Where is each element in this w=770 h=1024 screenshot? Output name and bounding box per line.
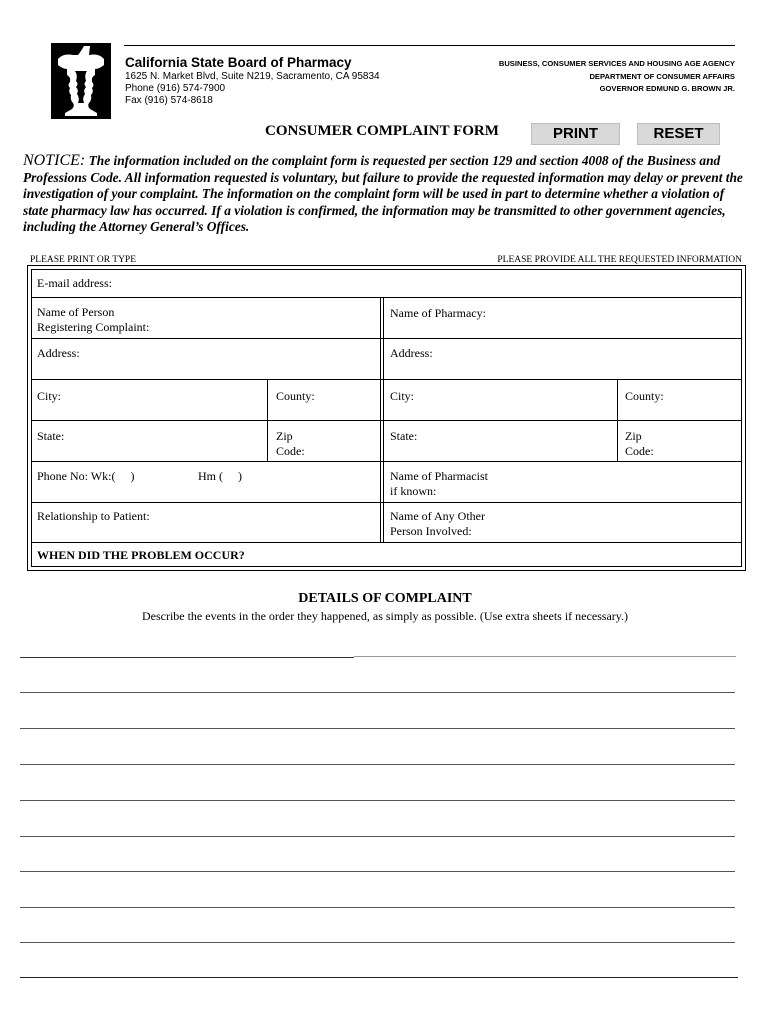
writing-line [20, 657, 354, 658]
writing-line [20, 942, 735, 943]
form-title: CONSUMER COMPLAINT FORM [265, 123, 499, 139]
row-divider [32, 297, 741, 298]
pharmacy-name-field[interactable] [502, 300, 737, 336]
row-divider [32, 338, 741, 339]
pharmacy-county-field[interactable] [672, 382, 737, 418]
reset-button[interactable]: RESET [637, 123, 720, 145]
row-divider [32, 379, 741, 380]
person-city-field[interactable] [72, 382, 262, 418]
person-address-label: Address: [37, 346, 80, 360]
writing-line [20, 764, 735, 765]
person-county-field[interactable] [322, 382, 377, 418]
board-name: California State Board of Pharmacy [125, 55, 352, 70]
other-person-label-2: Person Involved: [390, 524, 472, 538]
writing-line [20, 692, 735, 693]
writing-line [20, 871, 735, 872]
notice-label: NOTICE: [23, 152, 86, 169]
person-county-label: County: [276, 389, 315, 403]
person-zip-label-1: Zip [276, 429, 293, 443]
print-or-type-caption: PLEASE PRINT OR TYPE [30, 255, 137, 265]
writing-line [354, 656, 736, 657]
phone-work-field[interactable] [142, 464, 197, 500]
details-subtitle: Describe the events in the order they happened, as simply as possible. (Use extra sheets if necessary.) [141, 609, 629, 623]
board-address: 1625 N. Market Blvd, Suite N219, Sacramento, CA 95834 [125, 71, 380, 82]
person-zip-field[interactable] [312, 423, 377, 459]
pharmacist-field[interactable] [502, 464, 737, 500]
pharmacy-zip-label-1: Zip [625, 429, 642, 443]
person-name-label-2: Registering Complaint: [37, 320, 150, 334]
person-state-field[interactable] [72, 423, 262, 459]
row-divider [32, 420, 741, 421]
details-title: DETAILS OF COMPLAINT [298, 591, 472, 606]
when-occurred-label: WHEN DID THE PROBLEM OCCUR? [37, 548, 245, 562]
column-divider [267, 379, 268, 461]
notice-paragraph [23, 153, 743, 236]
pharmacist-label-2: if known: [390, 484, 437, 498]
when-occurred-field[interactable] [262, 544, 737, 566]
column-divider [383, 297, 384, 542]
pharmacy-state-label: State: [390, 429, 418, 443]
person-name-label-1: Name of Person [37, 305, 115, 319]
email-field[interactable] [132, 272, 732, 294]
complaint-form-table [27, 265, 746, 571]
provide-info-caption: PLEASE PROVIDE ALL THE REQUESTED INFORMATION [497, 255, 742, 265]
column-divider [617, 379, 618, 461]
agency-line: BUSINESS, CONSUMER SERVICES AND HOUSING AGE AGENCY [498, 59, 735, 68]
relationship-label: Relationship to Patient: [37, 509, 150, 523]
email-label: E-mail address: [37, 276, 112, 290]
relationship-field[interactable] [172, 505, 375, 540]
writing-line [20, 836, 735, 837]
pharmacy-city-field[interactable] [422, 382, 612, 418]
column-divider [380, 297, 381, 542]
phone-work-label: Phone No: Wk:( ) [37, 469, 135, 483]
pharmacy-zip-field[interactable] [662, 423, 737, 459]
pharmacy-county-label: County: [625, 389, 664, 403]
pharmacy-name-label: Name of Pharmacy: [390, 306, 486, 320]
row-divider [32, 502, 741, 503]
row-divider [32, 461, 741, 462]
writing-line [20, 977, 738, 978]
print-button[interactable]: PRINT [531, 123, 620, 145]
phone-home-field[interactable] [247, 464, 375, 500]
pharmacy-address-label: Address: [390, 346, 433, 360]
header-rule [124, 45, 735, 46]
person-zip-label-2: Code: [276, 444, 305, 458]
person-name-field[interactable] [162, 300, 374, 336]
board-fax: Fax (916) 574-8618 [125, 95, 213, 106]
pharmacy-address-field[interactable] [442, 341, 737, 377]
writing-line [20, 728, 735, 729]
row-divider [32, 542, 741, 543]
department-line: DEPARTMENT OF CONSUMER AFFAIRS [589, 72, 735, 81]
governor-line: GOVERNOR EDMUND G. BROWN JR. [599, 84, 735, 93]
pharmacist-label-1: Name of Pharmacist [390, 469, 488, 483]
mortar-pestle-profile-icon [51, 43, 111, 119]
writing-line [20, 907, 735, 908]
other-person-field[interactable] [502, 505, 737, 540]
notice-text: The information included on the complaint form is requested per section 129 and section 4008 of the Business and Professions Code. All information requested is voluntary, but failure to provide the requested information may delay or prevent the investigation of your complaint. The information on the complaint form will be used in part to determine whether a violation of state pharmacy law has occurred. If a violation is confirmed, the information may be transmitted to other government agencies, including the Attorney General’s Offices. [23, 153, 743, 235]
person-state-label: State: [37, 429, 65, 443]
pharmacy-zip-label-2: Code: [625, 444, 654, 458]
board-phone: Phone (916) 574-7900 [125, 83, 226, 94]
phone-home-label: Hm ( ) [198, 469, 242, 483]
person-address-field[interactable] [92, 341, 374, 377]
pharmacy-state-field[interactable] [427, 423, 612, 459]
other-person-label-1: Name of Any Other [390, 509, 485, 523]
pharmacy-city-label: City: [390, 389, 415, 403]
person-city-label: City: [37, 389, 62, 403]
complaint-form-grid [31, 269, 742, 567]
writing-line [20, 800, 735, 801]
